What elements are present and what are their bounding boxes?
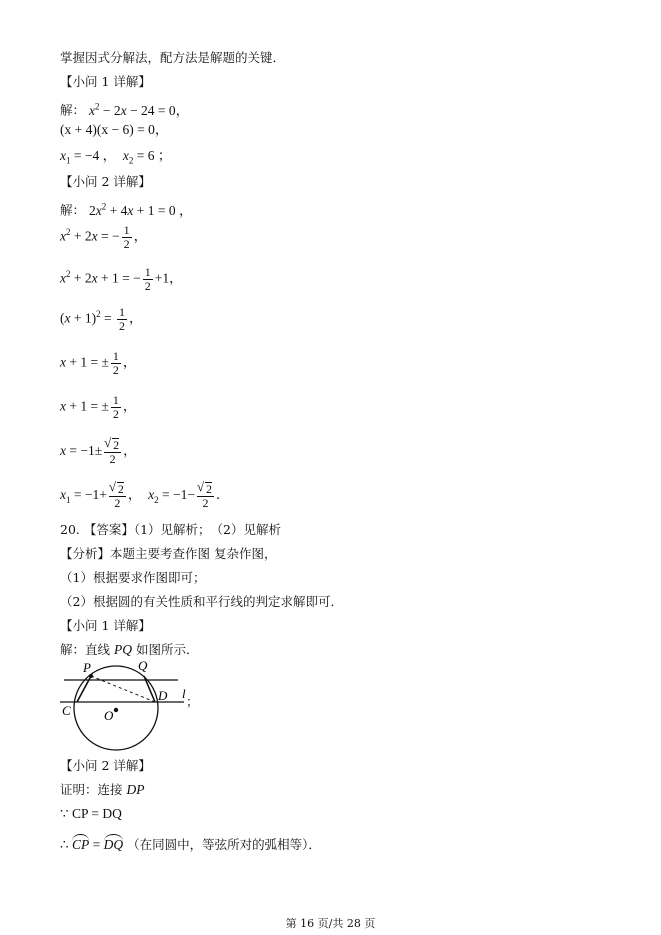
math-expr: $2x^2 + 4x + 1 = 0$ ， (89, 201, 193, 218)
proof-because: ∵ CP = DQ (60, 806, 122, 821)
section-heading-q1: 【小问 1 详解】 (60, 74, 151, 89)
label-d: D (158, 688, 168, 703)
label-c: C (62, 703, 71, 718)
analysis-1: （1）根据要求作图即可； (60, 570, 206, 585)
label-o: O (104, 708, 114, 723)
page-footer: 第 16 页/共 28 页 (285, 917, 376, 930)
equation-5: $x^2 + 2x$ = − $\frac{1}{2}$ ， (60, 223, 148, 251)
arc-equality: ∴ CP = DQ (60, 837, 123, 852)
equation-1 (60, 98, 189, 119)
q1-solution (60, 642, 198, 658)
equation-8: x + 1 = ± $\frac{1}{2}$ ， (60, 349, 137, 377)
text-line-key: 掌握因式分解法，配方法是解题的关键． (60, 50, 286, 65)
section-heading-q2: 【小问 2 详解】 (60, 174, 151, 189)
math-expr: $x^2 - 2x - 24 = 0$， (89, 101, 190, 118)
equation-2: (x + 4)(x − 6) = 0， (60, 122, 169, 137)
segment-dp-label: DP (126, 782, 145, 797)
solve-label: 解： (60, 202, 86, 218)
equation-9: x + 1 = ± $\frac{1}{2}$ ， (60, 393, 137, 421)
q1-solution-prefix: 解：直线 (60, 642, 114, 657)
diagram-semicolon: ； (186, 694, 199, 709)
solve-label: 解： (60, 102, 86, 118)
answer-20: 20. 【答案】（1）见解析； （2）见解析 (60, 522, 282, 537)
point-o (114, 708, 118, 712)
analysis: 【分析】本题主要考查作图 复杂作图， (60, 546, 277, 561)
therefore-note: （在同圆中，等弦所对的弧相等）． (127, 837, 321, 852)
equation-4 (60, 198, 192, 219)
equation-6: $x^2 + 2x + 1$ = − $\frac{1}{2}$ +1， (60, 265, 183, 293)
analysis-2: （2）根据圆的有关性质和平行线的判定求解即可． (60, 594, 343, 609)
equation-7: $(x + 1)^2$ = $\frac{1}{2}$ ， (60, 305, 143, 333)
equation-11: $x_1 = -1+$ √ $\frac{2}{2}$ ， $x_2 = -1-$ √ $\frac{2}{2}$ ． (60, 482, 229, 510)
label-q: Q (138, 658, 148, 673)
equation-10: x = −1± √ $\frac{2}{2}$ ， (60, 438, 137, 466)
proof-therefore (60, 834, 321, 853)
label-l: l (182, 686, 186, 701)
section-heading-q1b: 【小问 1 详解】 (60, 618, 151, 633)
section-heading-q2b: 【小问 2 详解】 (60, 758, 151, 773)
line-pq-label: PQ (113, 642, 132, 657)
label-p: P (83, 660, 91, 675)
q1-solution-suffix: 如图所示． (131, 642, 199, 657)
equation-3: $x_1 = -4$ ， $x_2 = 6$ ； (60, 148, 172, 166)
proof-start (60, 782, 144, 798)
proof-prefix: 证明：连接 (60, 782, 127, 797)
